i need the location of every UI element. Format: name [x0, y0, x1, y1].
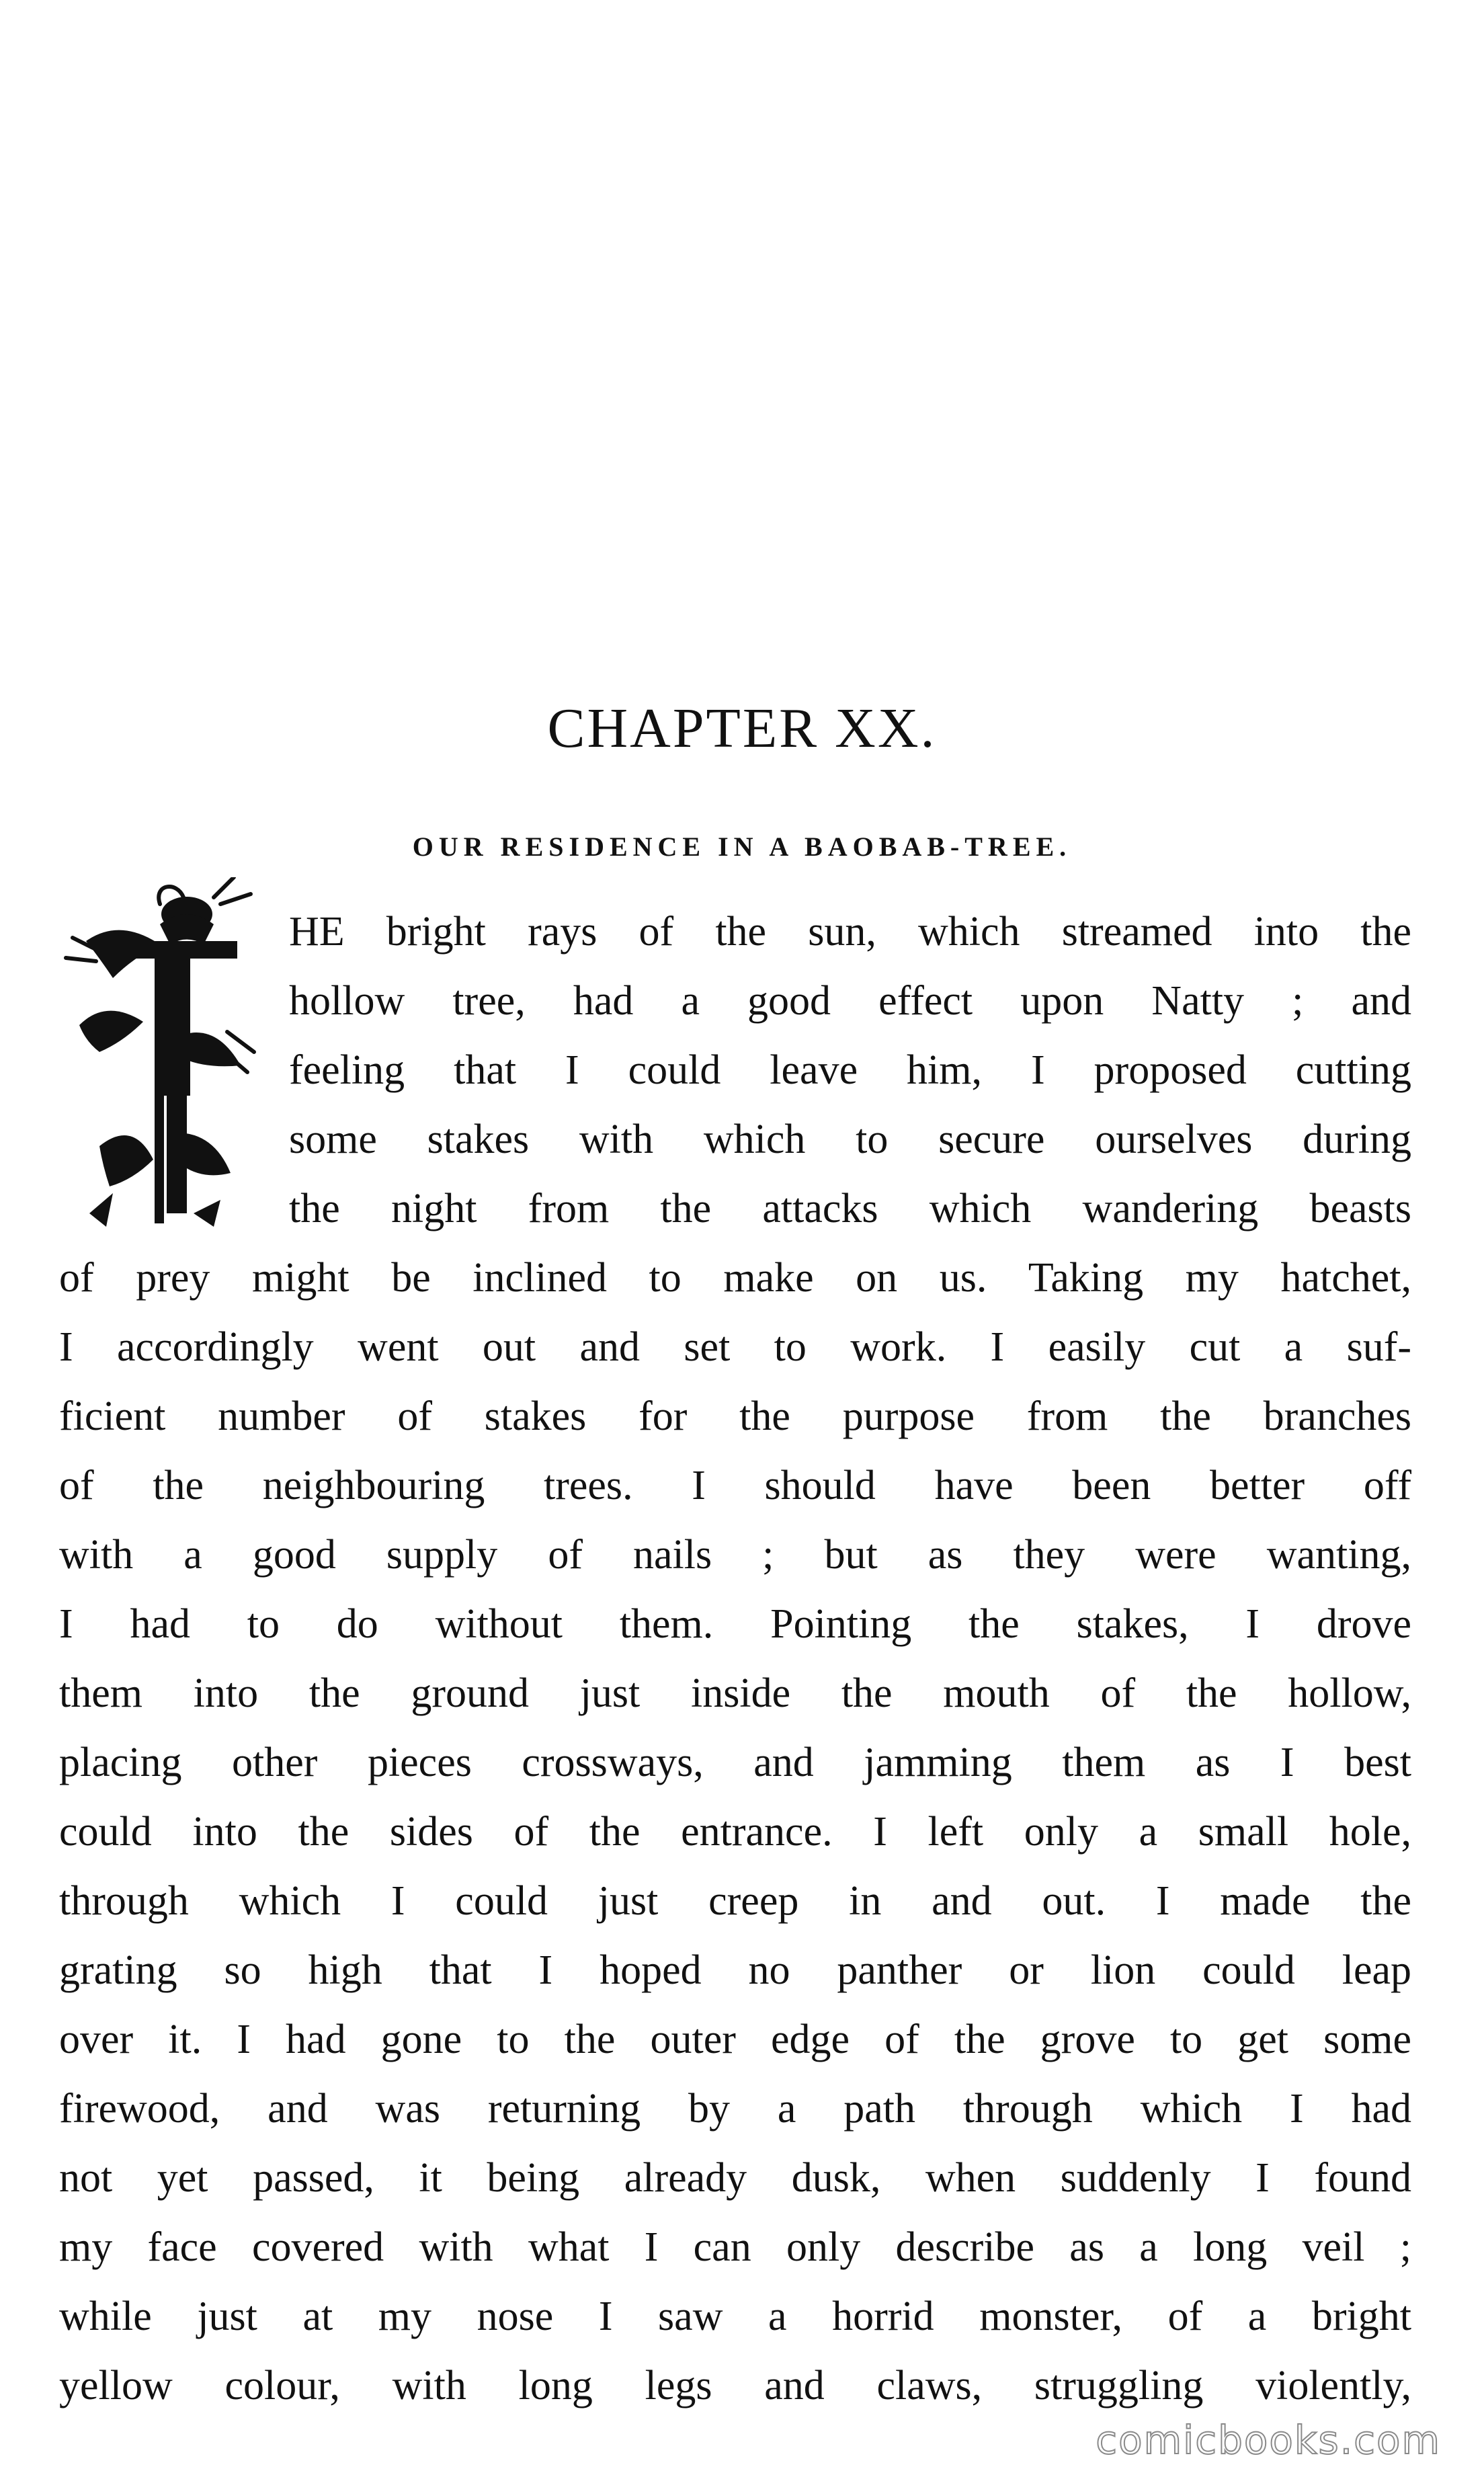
text-line: I accordingly went out and set to work. I easily cut a suf-: [59, 1324, 1411, 1370]
watermark: comicbooks.com: [1096, 2417, 1441, 2463]
text-line: grating so high that I hoped no panther or lion could leap: [59, 1947, 1411, 1993]
chapter-title: CHAPTER XX.: [547, 697, 937, 760]
text-line: of prey might be inclined to make on us. Taking my hatchet,: [59, 1255, 1411, 1301]
text-line: of the neighbouring trees. I should have been better off: [59, 1463, 1411, 1508]
text-line: them into the ground just inside the mouth of the hollow,: [59, 1670, 1411, 1716]
thistle-ornament-icon: [59, 877, 261, 1233]
text-line: through which I could just creep in and out. I made the: [59, 1878, 1411, 1924]
text-line: with a good supply of nails ; but as they were wanting,: [59, 1532, 1411, 1578]
text-line: firewood, and was returning by a path through which I had: [59, 2086, 1411, 2132]
text-line: not yet passed, it being already dusk, when suddenly I found: [59, 2155, 1411, 2201]
text-line: I had to do without them. Pointing the stakes, I drove: [59, 1601, 1411, 1647]
text-line: could into the sides of the entrance. I left only a small hole,: [59, 1809, 1411, 1855]
text-line: HE bright rays of the sun, which streamed into the: [289, 909, 1411, 955]
text-line: hollow tree, had a good effect upon Natty ; and: [289, 978, 1411, 1024]
text-line: some stakes with which to secure ourselves during: [289, 1117, 1411, 1162]
text-line: over it. I had gone to the outer edge of the grove to get some: [59, 2017, 1411, 2062]
chapter-subtitle: OUR RESIDENCE IN A BAOBAB-TREE.: [412, 832, 1072, 862]
text-line: while just at my nose I saw a horrid monster, of a bright: [59, 2294, 1411, 2339]
text-line: my face covered with what I can only describe as a long veil ;: [59, 2224, 1411, 2270]
text-line: feeling that I could leave him, I proposed cutting: [289, 1047, 1411, 1093]
text-line: yellow colour, with long legs and claws, struggling violently,: [59, 2363, 1411, 2408]
text-line: ficient number of stakes for the purpose from the branches: [59, 1393, 1411, 1439]
text-line: the night from the attacks which wandering beasts: [289, 1186, 1411, 1231]
text-line: placing other pieces crossways, and jamming them as I best: [59, 1740, 1411, 1785]
